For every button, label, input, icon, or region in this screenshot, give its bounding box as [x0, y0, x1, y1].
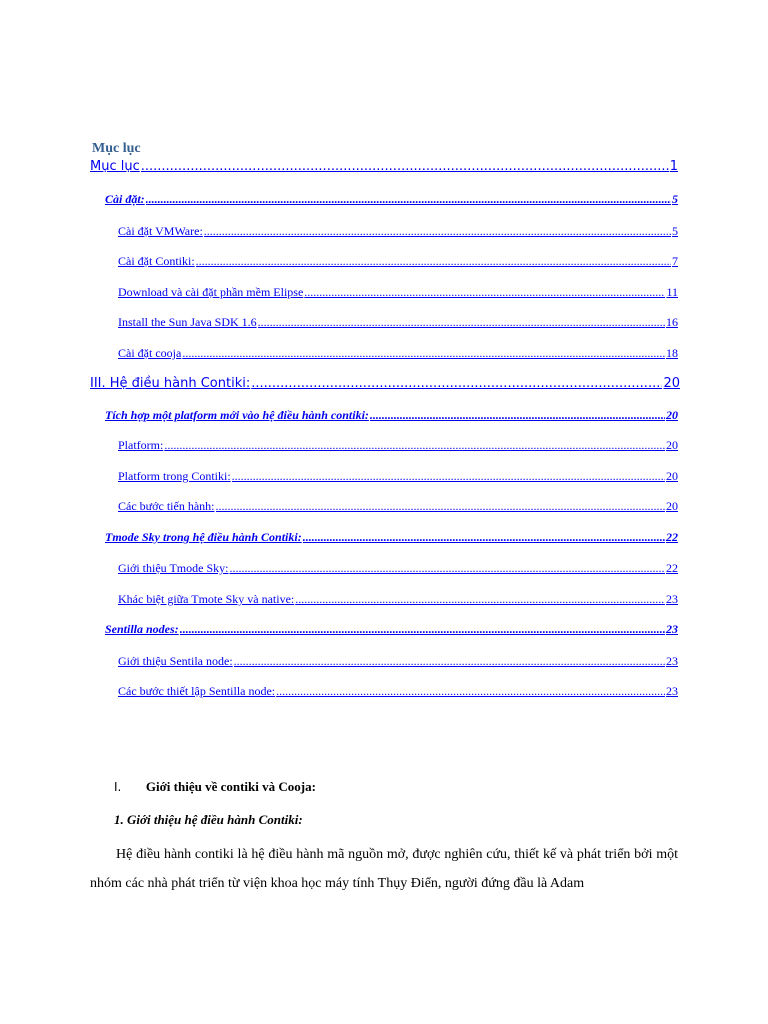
toc-entry-tich-hop-platform[interactable] [105, 408, 678, 423]
toc-entry-page: 18 [666, 346, 678, 360]
toc-entry-install-java-sdk[interactable] [118, 315, 678, 330]
toc-entry-text: Platform trong Contiki: [118, 469, 231, 483]
toc-entry-thiet-lap-sentilla-node[interactable] [118, 684, 678, 699]
toc-entry-text: Mục lục [90, 159, 140, 174]
toc-leader-dots [276, 684, 665, 699]
toc-leader-dots [164, 438, 665, 453]
toc-entry-cac-buoc-tien-hanh[interactable] [118, 499, 678, 514]
toc-entry-he-dieu-hanh-contiki[interactable] [90, 376, 680, 391]
toc-entry-muc-luc[interactable] [90, 159, 678, 174]
toc-leader-dots [295, 592, 665, 607]
toc-entry-text: Tmode Sky trong hệ điều hành Contiki: [105, 530, 302, 544]
toc-leader-dots [234, 654, 665, 669]
toc-leader-dots [251, 376, 662, 391]
section-number: I. [114, 780, 122, 794]
toc-entry-text: Download và cài đặt phần mềm Elipse [118, 285, 304, 299]
toc-entry-text: Khác biệt giữa Tmote Sky và native: [118, 592, 295, 606]
toc-entry-page: 7 [672, 254, 678, 268]
toc-entry-text: Cài đặt VMWare: [118, 224, 203, 238]
toc-entry-text: Install the Sun Java SDK 1.6 [118, 315, 257, 329]
toc-leader-dots [258, 315, 665, 330]
toc-entry-gioi-thieu-sentila-node[interactable] [118, 654, 678, 669]
toc-entry-page: 20 [666, 438, 678, 452]
toc-leader-dots [204, 224, 671, 239]
toc-entry-cai-dat-contiki[interactable] [118, 254, 678, 269]
toc-leader-dots [303, 530, 665, 545]
toc-entry-text: Platform: [118, 438, 164, 452]
toc-leader-dots [182, 346, 665, 361]
toc-leader-dots [196, 254, 671, 269]
toc-entry-platform[interactable] [118, 438, 678, 453]
toc-leader-dots [146, 192, 671, 207]
toc-entry-page: 16 [666, 315, 678, 329]
toc-entry-text: Cài đặt Contiki: [118, 254, 195, 268]
toc-entry-text: Cài đặt: [105, 192, 145, 206]
toc-entry-page: 23 [666, 684, 678, 698]
toc-entry-gioi-thieu-tmode-sky[interactable] [118, 561, 678, 576]
section-heading-1 [114, 779, 316, 795]
toc-entry-sentilla-nodes[interactable] [105, 622, 678, 637]
toc-leader-dots [180, 622, 665, 637]
toc-heading: Mục lục [92, 141, 141, 156]
toc-entry-tmode-sky[interactable] [105, 530, 678, 545]
toc-entry-text: Tích hợp một platform mới vào hệ điều hành contiki: [105, 408, 369, 422]
toc-entry-page: 11 [666, 285, 678, 299]
toc-entry-text: Các bước tiến hành: [118, 499, 215, 513]
toc-entry-page: 20 [666, 469, 678, 483]
toc-entry-platform-trong-contiki[interactable] [118, 469, 678, 484]
toc-entry-text: Cài đặt cooja [118, 346, 182, 360]
toc-entry-text: Các bước thiết lập Sentilla node: [118, 684, 276, 698]
toc-entry-text: Sentilla nodes: [105, 622, 179, 636]
toc-entry-page: 5 [672, 224, 678, 238]
toc-entry-page: 20 [666, 408, 678, 422]
toc-entry-page: 5 [672, 192, 678, 206]
toc-leader-dots [232, 469, 665, 484]
section-title: Giới thiệu về contiki và Cooja: [145, 779, 316, 794]
toc-entry-cai-dat-vmware[interactable] [118, 224, 678, 239]
toc-entry-download-elipse[interactable] [118, 285, 678, 300]
toc-leader-dots [216, 499, 666, 514]
toc-entry-text: III. Hệ điều hành Contiki: [90, 376, 251, 391]
toc-entry-page: 22 [666, 561, 678, 575]
toc-entry-page: 1 [669, 159, 678, 174]
toc-entry-cai-dat[interactable] [105, 192, 678, 207]
toc-entry-page: 23 [666, 592, 678, 606]
body-paragraph: Hệ điều hành contiki là hệ điều hành mã nguồn mở, được nghiên cứu, thiết kế và phát triển bởi một nhóm các nhà phát triển từ viện khoa học máy tính Thụy Điển, người đứng đầu là Adam [90, 847, 678, 891]
toc-entry-page: 20 [663, 376, 680, 391]
toc-entry-text: Giới thiệu Sentila node: [118, 654, 233, 668]
toc-entry-khac-biet-tmote-sky[interactable] [118, 592, 678, 607]
toc-entry-page: 22 [666, 530, 678, 544]
toc-leader-dots [370, 408, 665, 423]
toc-leader-dots [229, 561, 665, 576]
toc-entry-page: 23 [666, 654, 678, 668]
toc-entry-text: Giới thiệu Tmode Sky: [118, 561, 229, 575]
toc-leader-dots [141, 159, 669, 174]
toc-leader-dots [304, 285, 665, 300]
toc-entry-page: 20 [666, 499, 678, 513]
toc-entry-page: 23 [666, 622, 678, 636]
section-heading-1-1: 1. Giới thiệu hệ điều hành Contiki: [114, 812, 303, 827]
toc-entry-cai-dat-cooja[interactable] [118, 346, 678, 361]
